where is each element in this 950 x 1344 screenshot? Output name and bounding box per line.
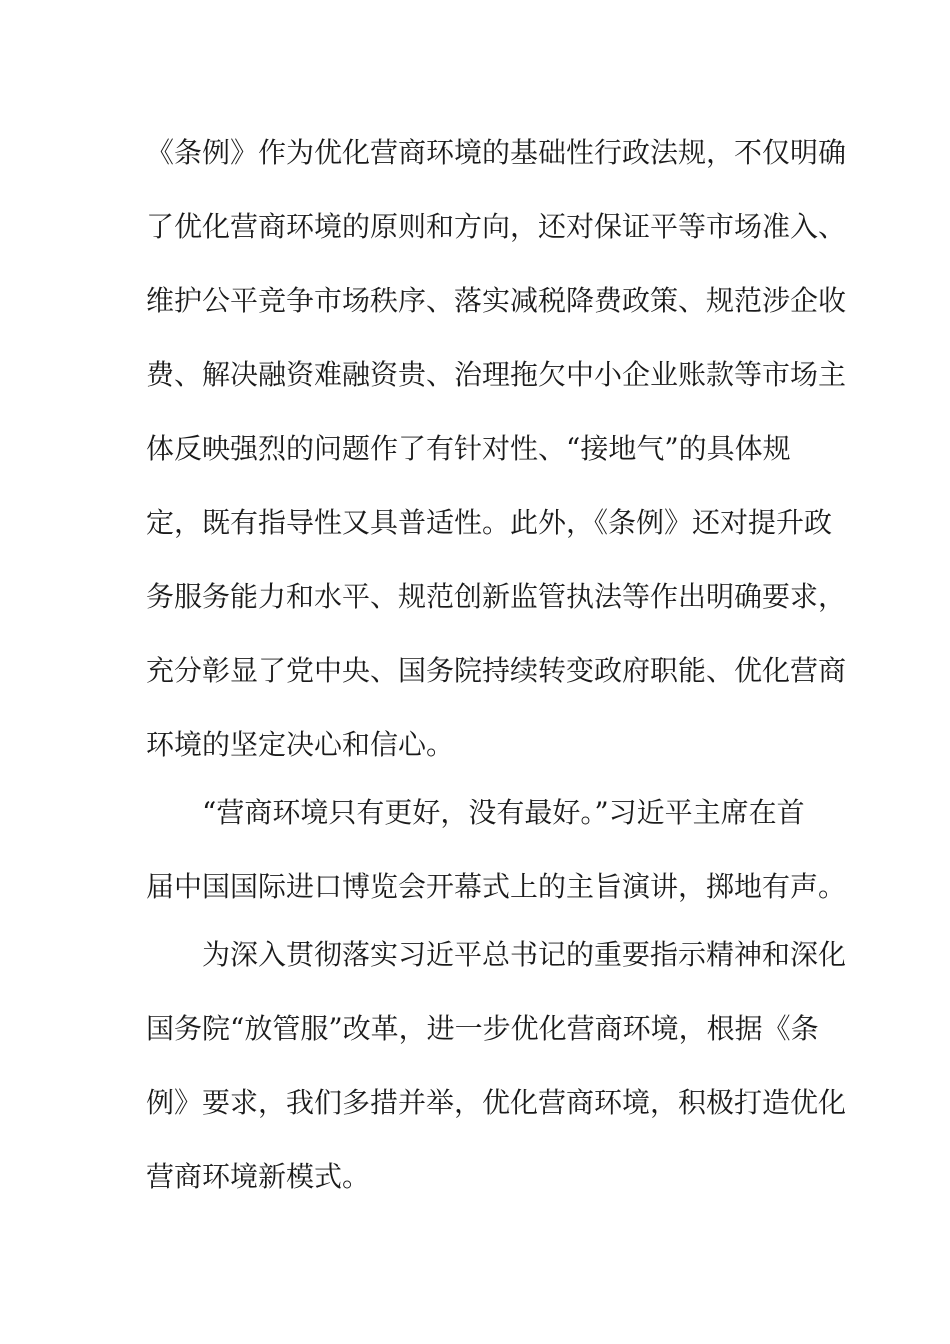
text-line: 充分彰显了党中央、国务院持续转变政府职能、优化营商 [146, 654, 847, 687]
text-line: 为深入贯彻落实习近平总书记的重要指示精神和深化 [202, 938, 847, 971]
text-line: 了优化营商环境的原则和方向，还对保证平等市场准入、 [146, 210, 847, 243]
text-line: 体反映强烈的问题作了有针对性、“接地气”的具体规 [146, 432, 791, 465]
text-line: 《条例》作为优化营商环境的基础性行政法规，不仅明确 [146, 136, 847, 169]
text-line: 定，既有指导性又具普适性。此外，《条例》还对提升政 [146, 506, 833, 539]
text-line: “营商环境只有更好，没有最好。”习近平主席在首 [202, 796, 805, 829]
text-line: 务服务能力和水平、规范创新监管执法等作出明确要求， [146, 580, 847, 613]
text-line: 费、解决融资难融资贵、治理拖欠中小企业账款等市场主 [146, 358, 847, 391]
text-line: 环境的坚定决心和信心。 [146, 728, 455, 761]
text-line: 营商环境新模式。 [146, 1160, 371, 1193]
text-line: 维护公平竞争市场秩序、落实减税降费政策、规范涉企收 [146, 284, 847, 317]
text-line: 届中国国际进口博览会开幕式上的主旨演讲，掷地有声。 [146, 870, 847, 903]
text-line: 例》要求，我们多措并举，优化营商环境，积极打造优化 [146, 1086, 847, 1119]
text-line: 国务院“放管服”改革，进一步优化营商环境，根据《条 [146, 1012, 819, 1045]
